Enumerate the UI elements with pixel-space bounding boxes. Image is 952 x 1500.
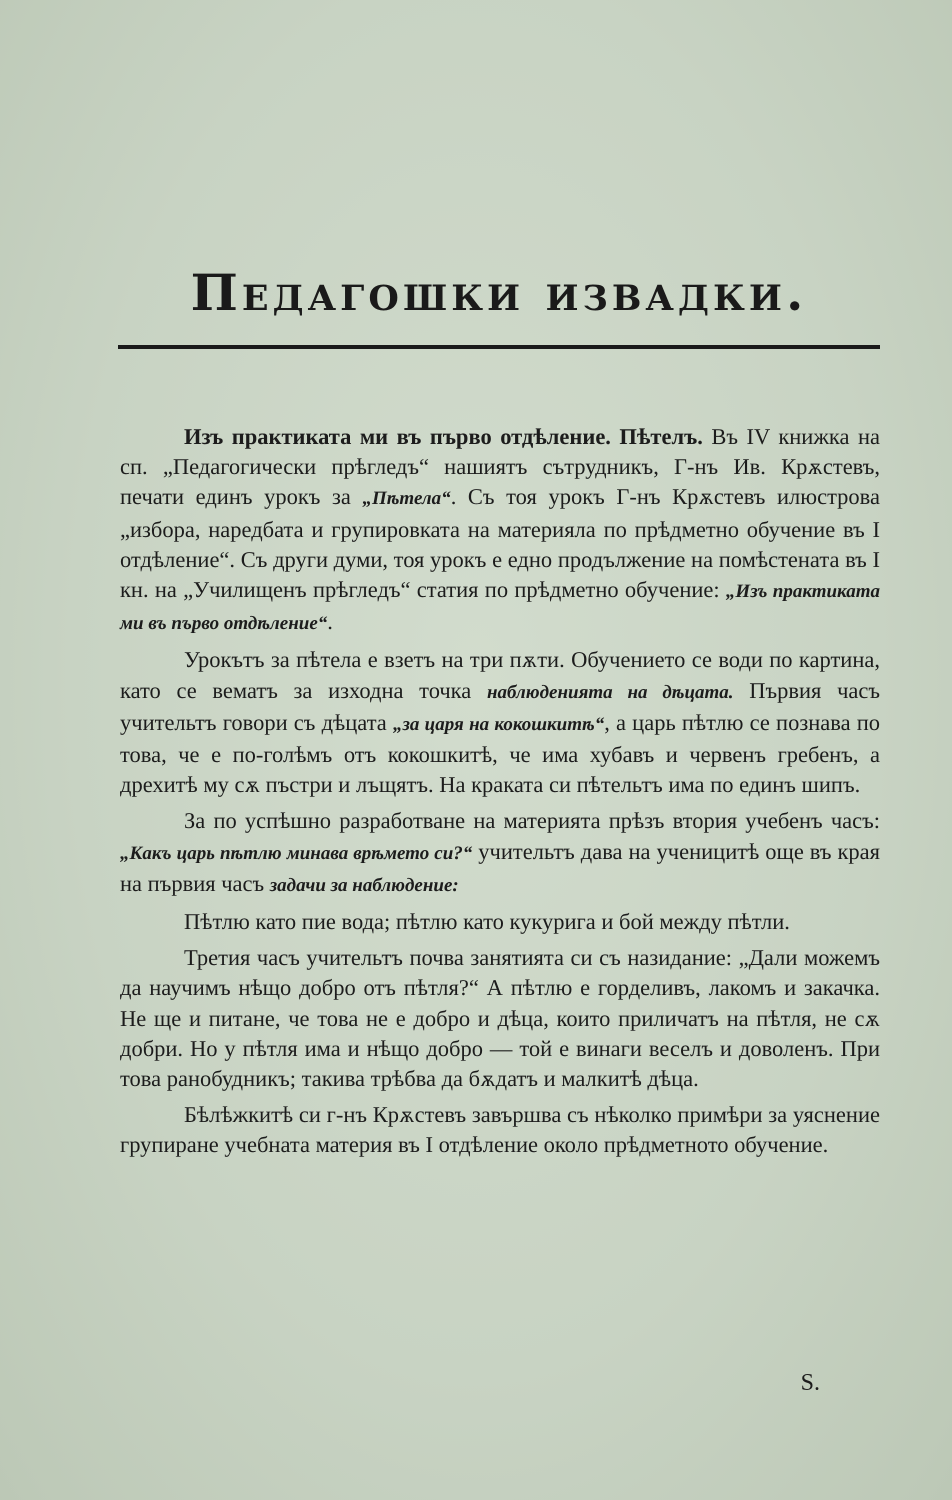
text-run: . Съ тоя урокъ Г-нъ Крѫстевъ илюстрова „избора, наредбата и групировката на материяла по прѣдметно обучение въ I отдѣление“. Съ други думи, тоя урокъ е едно продължение на помѣстената въ I кн. на „Училищенъ прѣгледъ“ статия по прѣдметно обучение:: [120, 484, 880, 603]
text-run: Първия часъ учительтъ говори съ дѣцата: [120, 677, 880, 735]
text-run: .: [327, 609, 333, 635]
text-run: Пѣтлю като пие вода; пѣтлю като кукурига и бой между пѣтли.: [184, 909, 790, 935]
text-run: Въ IV книжка на сп. „Педагогически прѣгледъ“ нашиятъ сътрудникъ, Г-нъ Ив. Крѫстевъ, печати единъ урокъ за: [120, 424, 880, 510]
text-run: учительтъ дава на ученицитѣ още въ края на първия часъ: [120, 838, 880, 896]
text-run: Бѣлѣжкитѣ си г-нъ Крѫстевъ завършва съ нѣколко примѣри за уяснение групиране учебната материя въ I отдѣление около прѣдметното обучение.: [120, 1102, 880, 1158]
paragraph: [120, 806, 880, 901]
article-body: [120, 422, 880, 1167]
emphasis-run: „Изъ практиката ми въ първо отдѣление“: [120, 581, 880, 635]
text-run: Урокътъ за пѣтела е взетъ на три пѫти. Обучението се води по картина, като се вематъ за изходна точка: [120, 647, 880, 703]
paragraph: [120, 422, 880, 639]
author-signature: S.: [800, 1370, 820, 1396]
text-run: За по успѣшно разработване на материята прѣзъ втория учебенъ часъ:: [184, 808, 880, 834]
emphasis-run: „Пѣтела“: [362, 488, 451, 510]
page-title: Педагошки извадки.: [190, 263, 808, 322]
paragraph-lead: Изъ практиката ми въ първо отдѣление. Пѣтелъ.: [184, 424, 703, 449]
emphasis-run: задачи за наблюдение:: [269, 874, 459, 896]
text-run: , а царь пѣтлю се познава по това, че е по-голѣмъ отъ кокошкитѣ, че има хубавъ и червенъ гребенъ, а дрехитѣ му сѫ пъстри и лъщятъ. На краката си пѣтельтъ има по единъ шипъ.: [120, 709, 881, 798]
paragraph: [120, 1100, 880, 1160]
title-divider: [118, 345, 880, 349]
paragraph: [120, 943, 880, 1094]
text-run: Третия часъ учительтъ почва занятията си съ назидание: „Дали можемъ да научимъ нѣщо добро отъ пѣтля?“ А пѣтлю е горделивъ, лакомъ и закачка. Не ще и питане, че това не е добро и дѣца, които приличатъ на пѣтля, не сѫ добри. Но у пѣтля има и нѣщо добро — той е винаги веселъ и доволенъ. При това ранобудникъ; такива трѣбва да бѫдатъ и малкитѣ дѣца.: [120, 945, 880, 1092]
emphasis-run: „Какъ царь пѣтлю минава врѣмето си?“: [120, 842, 473, 864]
emphasis-run: наблюденията на дѣцата.: [486, 681, 734, 703]
paragraph: [120, 645, 880, 800]
emphasis-run: „за царя на кокошкитѣ“: [392, 713, 605, 735]
paragraph: [120, 907, 880, 937]
